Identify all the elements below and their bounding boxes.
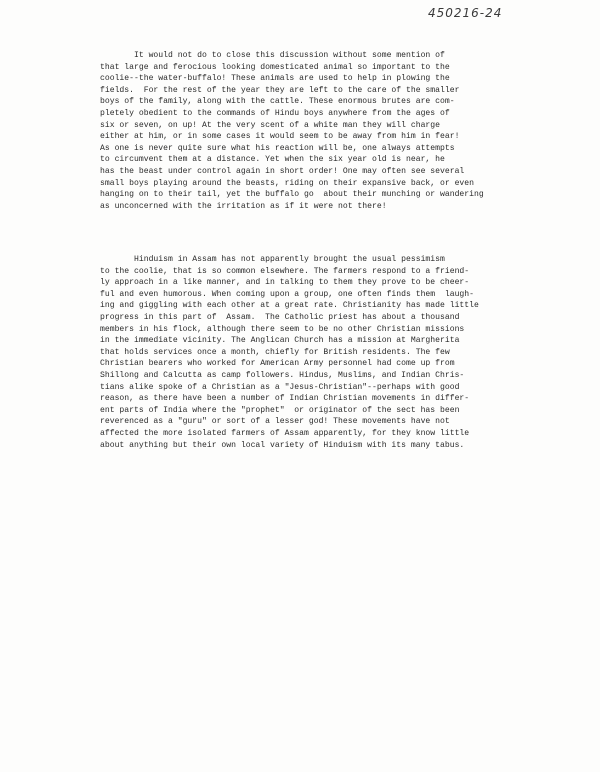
text-line: Hinduism in Assam has not apparently brought the usual pessimism bbox=[100, 255, 445, 264]
text-line: members in his flock, although there seem to be no other Christian missions bbox=[100, 324, 465, 334]
text-line: Christian bearers who worked for American Army personnel had come up from bbox=[100, 359, 455, 369]
text-line: as unconcerned with the irritation as if it were not there! bbox=[100, 201, 387, 211]
paragraph-hinduism-assam bbox=[100, 254, 542, 451]
text-line: coolie--the water-buffalo! These animals are used to help in plowing the bbox=[100, 74, 450, 84]
text-line: six or seven, on up! At the very scent of a white man they will charge bbox=[100, 120, 440, 130]
text-line: hanging on to their tail, yet the buffalo go about their munching or wandering bbox=[100, 190, 484, 200]
paragraph-water-buffalo bbox=[100, 50, 542, 212]
text-line: ly approach in a like manner, and in talking to them they prove to be cheer- bbox=[100, 278, 470, 288]
text-line: reason, as there have been a number of Indian Christian movements in differ- bbox=[100, 394, 470, 404]
text-line: ing and giggling with each other at a great rate. Christianity has made little bbox=[100, 301, 479, 311]
text-line: progress in this part of Assam. The Catholic priest has about a thousand bbox=[100, 312, 460, 322]
text-line: It would not do to close this discussion without some mention of bbox=[100, 51, 445, 60]
text-line: pletely obedient to the commands of Hindu boys anywhere from the ages of bbox=[100, 108, 450, 118]
text-line: to the coolie, that is so common elsewhere. The farmers respond to a friend- bbox=[100, 266, 470, 276]
text-line: tians alike spoke of a Christian as a "Jesus-Christian"--perhaps with good bbox=[100, 382, 460, 392]
text-line: to circumvent them at a distance. Yet when the six year old is near, he bbox=[100, 155, 445, 165]
text-line: in the immediate vicinity. The Anglican Church has a mission at Margherita bbox=[100, 336, 460, 346]
text-line: that holds services once a month, chiefly for British residents. The few bbox=[100, 347, 450, 357]
text-line: that large and ferocious looking domesticated animal so important to the bbox=[100, 62, 450, 72]
text-line: small boys playing around the beasts, riding on their expansive back, or even bbox=[100, 178, 474, 188]
text-line: fields. For the rest of the year they are left to the care of the smaller bbox=[100, 85, 460, 95]
text-line: Shillong and Calcutta as camp followers. Hindus, Muslims, and Indian Chris- bbox=[100, 370, 465, 380]
text-line: about anything but their own local variety of Hinduism with its many tabus. bbox=[100, 440, 465, 450]
text-line: reverenced as a "guru" or sort of a lesser god! These movements have not bbox=[100, 417, 450, 427]
document-id: 450216-24 bbox=[428, 6, 503, 20]
text-line: ent parts of India where the "prophet" or originator of the sect has been bbox=[100, 405, 460, 415]
text-line: ful and even humorous. When coming upon a group, one often finds them laugh- bbox=[100, 289, 474, 299]
text-line: boys of the family, along with the cattle. These enormous brutes are com- bbox=[100, 97, 455, 107]
text-line: affected the more isolated farmers of Assam apparently, for they know little bbox=[100, 428, 470, 438]
text-line: has the beast under control again in short order! One may often see several bbox=[100, 166, 465, 176]
text-line: either at him, or in some cases it would seem to be away from him in fear! bbox=[100, 132, 460, 142]
text-line: As one is never quite sure what his reaction will be, one always attempts bbox=[100, 143, 455, 153]
